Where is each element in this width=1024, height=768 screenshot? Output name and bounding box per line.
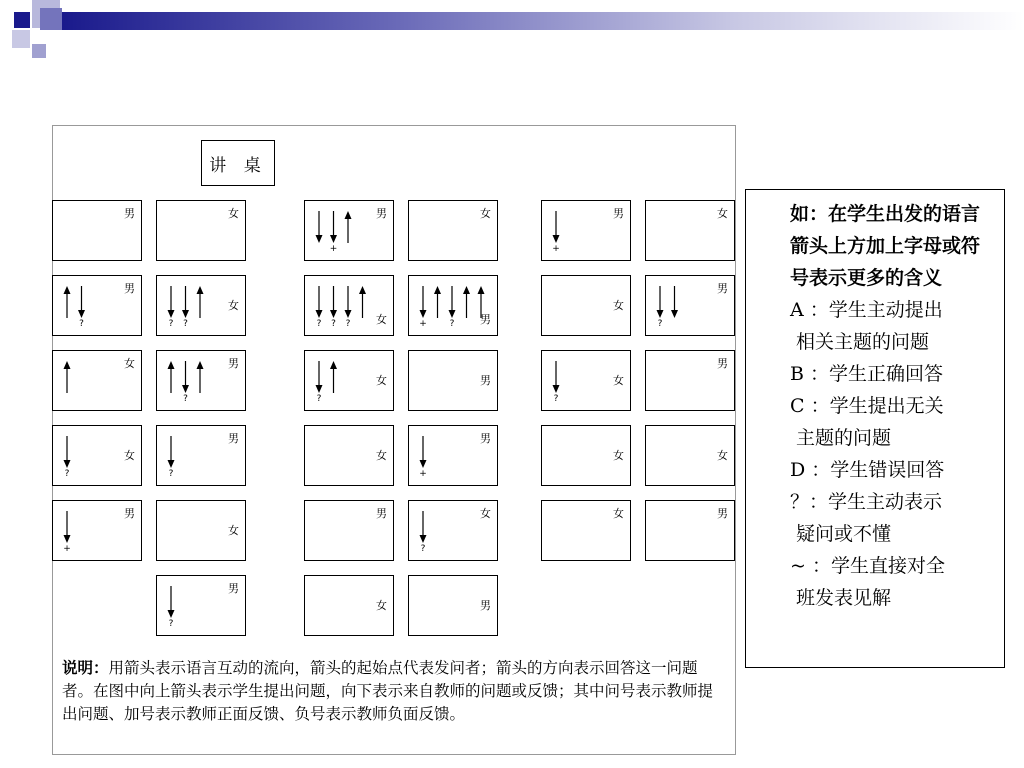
- svg-text:?: ?: [79, 319, 84, 329]
- interaction-arrows: [305, 276, 395, 336]
- svg-text:?: ?: [331, 319, 336, 329]
- seat: [408, 500, 498, 561]
- svg-text:+: +: [419, 469, 427, 479]
- legend-item-tilde: ~ ：学生直接对全 班发表见解: [790, 555, 945, 609]
- seat: [52, 500, 142, 561]
- legend-item-a: A ：学生主动提出 相关主题的问题: [790, 299, 943, 353]
- seat-gender-label: 男: [480, 432, 491, 445]
- seat: [156, 575, 246, 636]
- seat: [408, 275, 498, 336]
- seat-gender-label: 女: [228, 207, 239, 220]
- seat-gender-label: 男: [228, 582, 239, 595]
- legend-item-d: D ：学生错误回答: [790, 459, 945, 481]
- seat-gender-label: 男: [376, 507, 387, 520]
- svg-text:?: ?: [183, 394, 188, 404]
- seat-gender-label: 男: [376, 207, 387, 220]
- seat: [541, 275, 631, 336]
- seat-gender-label: 男: [717, 507, 728, 520]
- seat-gender-label: 男: [613, 207, 624, 220]
- svg-text:?: ?: [316, 319, 322, 329]
- seat: [645, 425, 735, 486]
- seat-gender-label: 女: [228, 299, 239, 312]
- seat-gender-label: 女: [376, 449, 387, 462]
- seat: [156, 500, 246, 561]
- svg-text:?: ?: [168, 319, 174, 329]
- seat-gender-label: 男: [124, 282, 135, 295]
- header-square-pale: [12, 30, 30, 48]
- seat-gender-label: 女: [124, 357, 135, 370]
- seat: [156, 275, 246, 336]
- seat-gender-label: 男: [480, 374, 491, 387]
- svg-text:?: ?: [64, 469, 70, 479]
- legend-item-question: ？：学生主动表示 疑问或不懂: [790, 491, 943, 545]
- note-text: 用箭头表示语言互动的流向，箭头的起始点代表发问者；箭头的方向表示回答这一问题者。在图中向上箭头表示学生提出问题，向下表示来自教师的问题或反馈；其中问号表示教师提出问题、加号表示教师正面反馈、负号表示教师负面反馈。: [62, 659, 714, 723]
- seat: [304, 350, 394, 411]
- svg-text:?: ?: [449, 319, 455, 329]
- svg-text:?: ?: [316, 394, 322, 404]
- note-label: 说明：: [62, 658, 109, 677]
- seat: [645, 275, 735, 336]
- svg-text:?: ?: [657, 319, 663, 329]
- svg-text:?: ?: [345, 319, 351, 329]
- seat-gender-label: 女: [376, 374, 387, 387]
- seat: [408, 575, 498, 636]
- seat-gender-label: 男: [480, 313, 491, 326]
- legend-item-c: C ：学生提出无关 主题的问题: [790, 395, 944, 449]
- seat-gender-label: 女: [613, 507, 624, 520]
- seat-gender-label: 女: [717, 207, 728, 220]
- seat-gender-label: 女: [717, 449, 728, 462]
- legend-intro: 如：在学生出发的语言箭头上方加上字母或符号表示更多的含义: [790, 203, 981, 289]
- seat: [52, 350, 142, 411]
- seat-gender-label: 女: [613, 374, 624, 387]
- seat: [408, 350, 498, 411]
- svg-text:?: ?: [553, 394, 559, 404]
- seat: [541, 350, 631, 411]
- seat: [541, 425, 631, 486]
- seat-gender-label: 男: [228, 357, 239, 370]
- seat-gender-label: 女: [228, 524, 239, 537]
- seat: [304, 575, 394, 636]
- seat-gender-label: 男: [124, 507, 135, 520]
- svg-text:?: ?: [183, 319, 188, 329]
- seat-gender-label: 女: [376, 599, 387, 612]
- seat-gender-label: 男: [717, 282, 728, 295]
- seat: [156, 200, 246, 261]
- seat: [52, 425, 142, 486]
- legend-item-b: B ：学生正确回答: [790, 363, 944, 385]
- seat: [541, 200, 631, 261]
- seat-gender-label: 女: [480, 207, 491, 220]
- explanation-note: [62, 656, 728, 726]
- interaction-arrows: [409, 276, 499, 336]
- header-square-mid: [40, 8, 62, 30]
- svg-text:+: +: [419, 319, 427, 329]
- header-gradient-bar: [62, 12, 1024, 30]
- teacher-desk: 讲 桌: [201, 140, 275, 186]
- seat: [304, 200, 394, 261]
- seat: [304, 500, 394, 561]
- svg-text:?: ?: [168, 619, 174, 629]
- header-square-dark: [14, 12, 30, 28]
- svg-text:?: ?: [420, 544, 426, 554]
- seat-gender-label: 女: [480, 507, 491, 520]
- legend-box: [745, 189, 1005, 668]
- seat: [156, 425, 246, 486]
- seat-gender-label: 女: [613, 449, 624, 462]
- seat: [645, 200, 735, 261]
- svg-text:+: +: [552, 244, 560, 254]
- seat: [304, 425, 394, 486]
- seat: [645, 350, 735, 411]
- seat-gender-label: 男: [124, 207, 135, 220]
- seat-gender-label: 女: [124, 449, 135, 462]
- seat-gender-label: 男: [480, 599, 491, 612]
- svg-text:+: +: [329, 244, 338, 254]
- seat: [541, 500, 631, 561]
- svg-text:+: +: [63, 544, 71, 554]
- header-square-small: [32, 44, 46, 58]
- svg-text:?: ?: [168, 469, 174, 479]
- seat-gender-label: 男: [717, 357, 728, 370]
- seat: [156, 350, 246, 411]
- seat: [408, 425, 498, 486]
- seat: [304, 275, 394, 336]
- seat-gender-label: 女: [376, 313, 387, 326]
- seat: [645, 500, 735, 561]
- seat: [52, 275, 142, 336]
- seat-gender-label: 男: [228, 432, 239, 445]
- seat: [52, 200, 142, 261]
- seat: [408, 200, 498, 261]
- seat-gender-label: 女: [613, 299, 624, 312]
